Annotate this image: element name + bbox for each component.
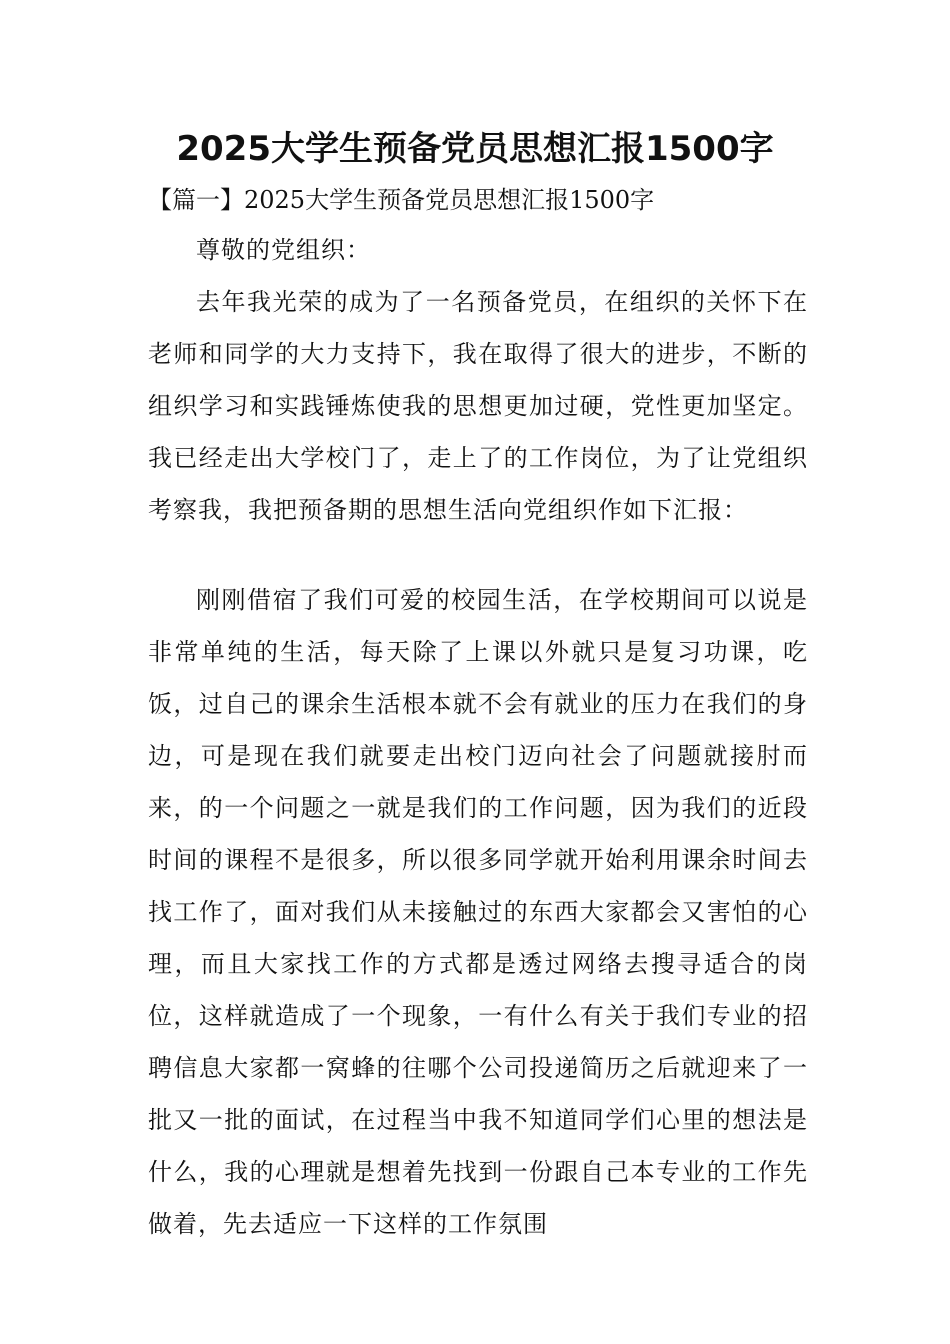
- body-paragraph-2: 刚刚借宿了我们可爱的校园生活，在学校期间可以说是非常单纯的生活，每天除了上课以外就只是复习功课，吃饭，过自己的课余生活根本就不会有就业的压力在我们的身边，可是现在我们就要走出校门迈向社会了问题就接肘而来，的一个问题之一就是我们的工作问题，因为我们的近段时间的课程不是很多，所以很多同学就开始利用课余时间去找工作了，面对我们从未接触过的东西大家都会又害怕的心理，而且大家找工作的方式都是透过网络去搜寻适合的岗位，这样就造成了一个现象，一有什么有关于我们专业的招聘信息大家都一窝蜂的往哪个公司投递简历之后就迎来了一批又一批的面试，在过程当中我不知道同学们心里的想法是什么，我的心理就是想着先找到一份跟自己本专业的工作先做着，先去适应一下这样的工作氛围: [148, 586, 808, 1238]
- section-heading: 【篇一】2025大学生预备党员思想汇报1500字: [148, 186, 655, 214]
- salutation: 尊敬的党组织：: [196, 236, 371, 264]
- document-title: 2025大学生预备党员思想汇报1500字: [176, 129, 774, 169]
- body-paragraph-1: 去年我光荣的成为了一名预备党员，在组织的关怀下在老师和同学的大力支持下，我在取得了很大的进步，不断的组织学习和实践锤炼使我的思想更加过硬，党性更加坚定。我已经走出大学校门了，走上了的工作岗位，为了让党组织考察我，我把预备期的思想生活向党组织作如下汇报：: [148, 288, 808, 524]
